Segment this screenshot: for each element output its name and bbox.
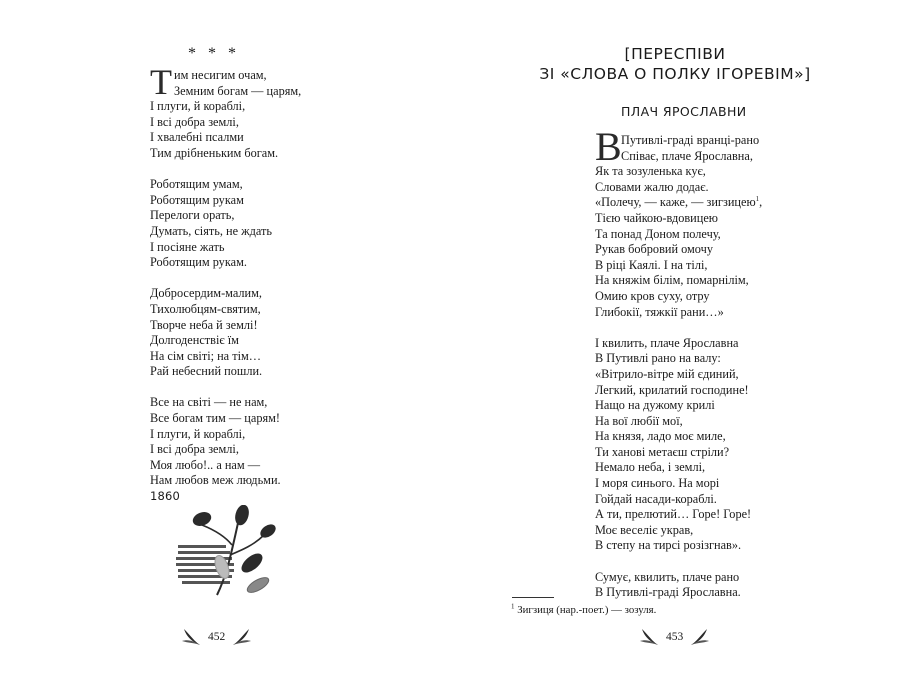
poem-line: На вої любії мої,	[595, 413, 683, 428]
poem-year: 1860	[150, 489, 181, 504]
poem-line: Творче неба й землі!	[150, 317, 258, 332]
poem-line: Словами жалю додає.	[595, 179, 709, 194]
poem-line: І плуги, й кораблі,	[150, 426, 246, 441]
poem-line: Глибокії, тяжкії рани…»	[595, 304, 724, 319]
poem-line: А ти, прелютий… Горе! Горе!	[595, 507, 752, 522]
poem-line: Тією чайкою-вдовицею	[595, 210, 718, 225]
poem-line: І всі добра землі,	[150, 442, 239, 457]
poem-line: Рай небесний пошли.	[150, 364, 263, 379]
poem-line: Тихолюбцям-святим,	[150, 301, 261, 316]
section-divider-asterisks: * * *	[188, 45, 240, 62]
poem-line: Ти ханові метаєш стріли?	[595, 444, 730, 459]
footnote-marker: 1	[511, 602, 515, 611]
poem-line: Нащо на дужому крилі	[595, 398, 715, 413]
poem-line: «Полечу, — каже, — зигзицею$^1$,	[595, 195, 763, 210]
poem-line: В Путивлі-граді вранці-рано	[595, 124, 760, 169]
poem-line: Долгоденствіє їм	[150, 333, 239, 348]
poem-line: Та понад Доном полечу,	[595, 226, 721, 241]
poem-stanza	[150, 62, 302, 162]
leaf-ornament-icon	[231, 627, 253, 647]
poem-line: Співає, плаче Ярославна,	[621, 148, 753, 163]
poem-line: І квилить, плаче Ярославна	[595, 335, 739, 350]
poem-stanza	[595, 336, 762, 554]
poem-line: Думать, сіять, не ждать	[150, 223, 272, 238]
leaf-ornament-icon	[689, 627, 711, 647]
poem-line: Гойдай насади-кораблі.	[595, 491, 717, 506]
poem-title: ПЛАЧ ЯРОСЛАВНИ	[621, 104, 747, 119]
poem-line: В Путивлі рано на валу:	[595, 351, 721, 366]
poem-line: І плуги, й кораблі,	[150, 99, 246, 114]
poem-line: Т им несигим очам,	[150, 62, 267, 102]
left-poem	[150, 62, 302, 505]
poem-line: І всі добра землі,	[150, 114, 239, 129]
poem-line: Роботящим умам,	[150, 177, 243, 192]
page-number: 453	[666, 631, 684, 643]
poem-line: Роботящим рукам.	[150, 255, 247, 270]
poem-line: І моря синього. На морі	[595, 476, 720, 491]
poem-stanza	[150, 395, 301, 504]
poem-line: В ріці Каялі. І на тілі,	[595, 257, 708, 272]
right-page	[450, 0, 900, 675]
poem-line: Рукав бобровий омочу	[595, 242, 713, 257]
leaf-ornament-icon	[180, 627, 202, 647]
footnote-reference[interactable]: 1	[755, 195, 760, 204]
floral-ornament-illustration	[172, 505, 282, 600]
poem-line: Роботящим рукам	[150, 192, 244, 207]
poem-line: Добросердим-малим,	[150, 286, 262, 301]
poem-line: І хвалебні псалми	[150, 130, 244, 145]
section-title-line2: ЗІ «СЛОВА О ПОЛКУ ІГОРЕВІМ»]	[539, 65, 811, 83]
poem-line: На князя, ладо моє миле,	[595, 429, 726, 444]
poem-line: І посіяне жать	[150, 239, 225, 254]
poem-line: Сумує, квилить, плаче рано	[595, 569, 740, 584]
poem-line: В степу на тирсі розізгнав».	[595, 538, 742, 553]
page-footer-left	[180, 627, 253, 647]
footnote	[511, 604, 656, 616]
poem-line: Все на світі — не нам,	[150, 395, 268, 410]
footnote-divider	[512, 597, 554, 598]
poem-stanza	[595, 570, 762, 601]
leaf-ornament-icon	[638, 627, 660, 647]
drop-cap: Т	[150, 62, 172, 102]
page-footer-right	[638, 627, 711, 647]
poem-line: Як та зозуленька кує,	[595, 164, 706, 179]
drop-cap: В	[595, 124, 622, 169]
poem-line: На сім світі; на тім…	[150, 348, 262, 363]
poem-stanza	[150, 177, 301, 271]
poem-line: Все богам тим — царям!	[150, 411, 281, 426]
poem-stanza	[150, 286, 301, 380]
poem-line: Легкий, крилатий господине!	[595, 382, 749, 397]
page-number: 452	[208, 631, 226, 643]
poem-line: На княжім білім, помарнілім,	[595, 273, 749, 288]
poem-line: Нам любов меж людьми.	[150, 473, 281, 488]
poem-line: Моє веселіє украв,	[595, 522, 694, 537]
right-poem	[595, 124, 763, 601]
footnote-text: Зигзиця (нар.-поет.) — зозуля.	[517, 604, 657, 616]
poem-line: Моя любо!.. а нам —	[150, 457, 261, 472]
poem-line: Перелоги орать,	[150, 208, 235, 223]
section-title-line1: [ПЕРЕСПІВИ	[624, 45, 726, 63]
poem-line: Земним богам — царям,	[174, 83, 302, 98]
poem-line: Тим дрібненьким богам.	[150, 145, 279, 160]
poem-stanza	[595, 124, 763, 320]
poem-line: В Путивлі-граді Ярославна.	[595, 585, 741, 600]
poem-line: Омию кров суху, отру	[595, 288, 710, 303]
poem-line: Немало неба, і землі,	[595, 460, 706, 475]
poem-line: «Вітрило-вітре мій єдиний,	[595, 366, 739, 381]
